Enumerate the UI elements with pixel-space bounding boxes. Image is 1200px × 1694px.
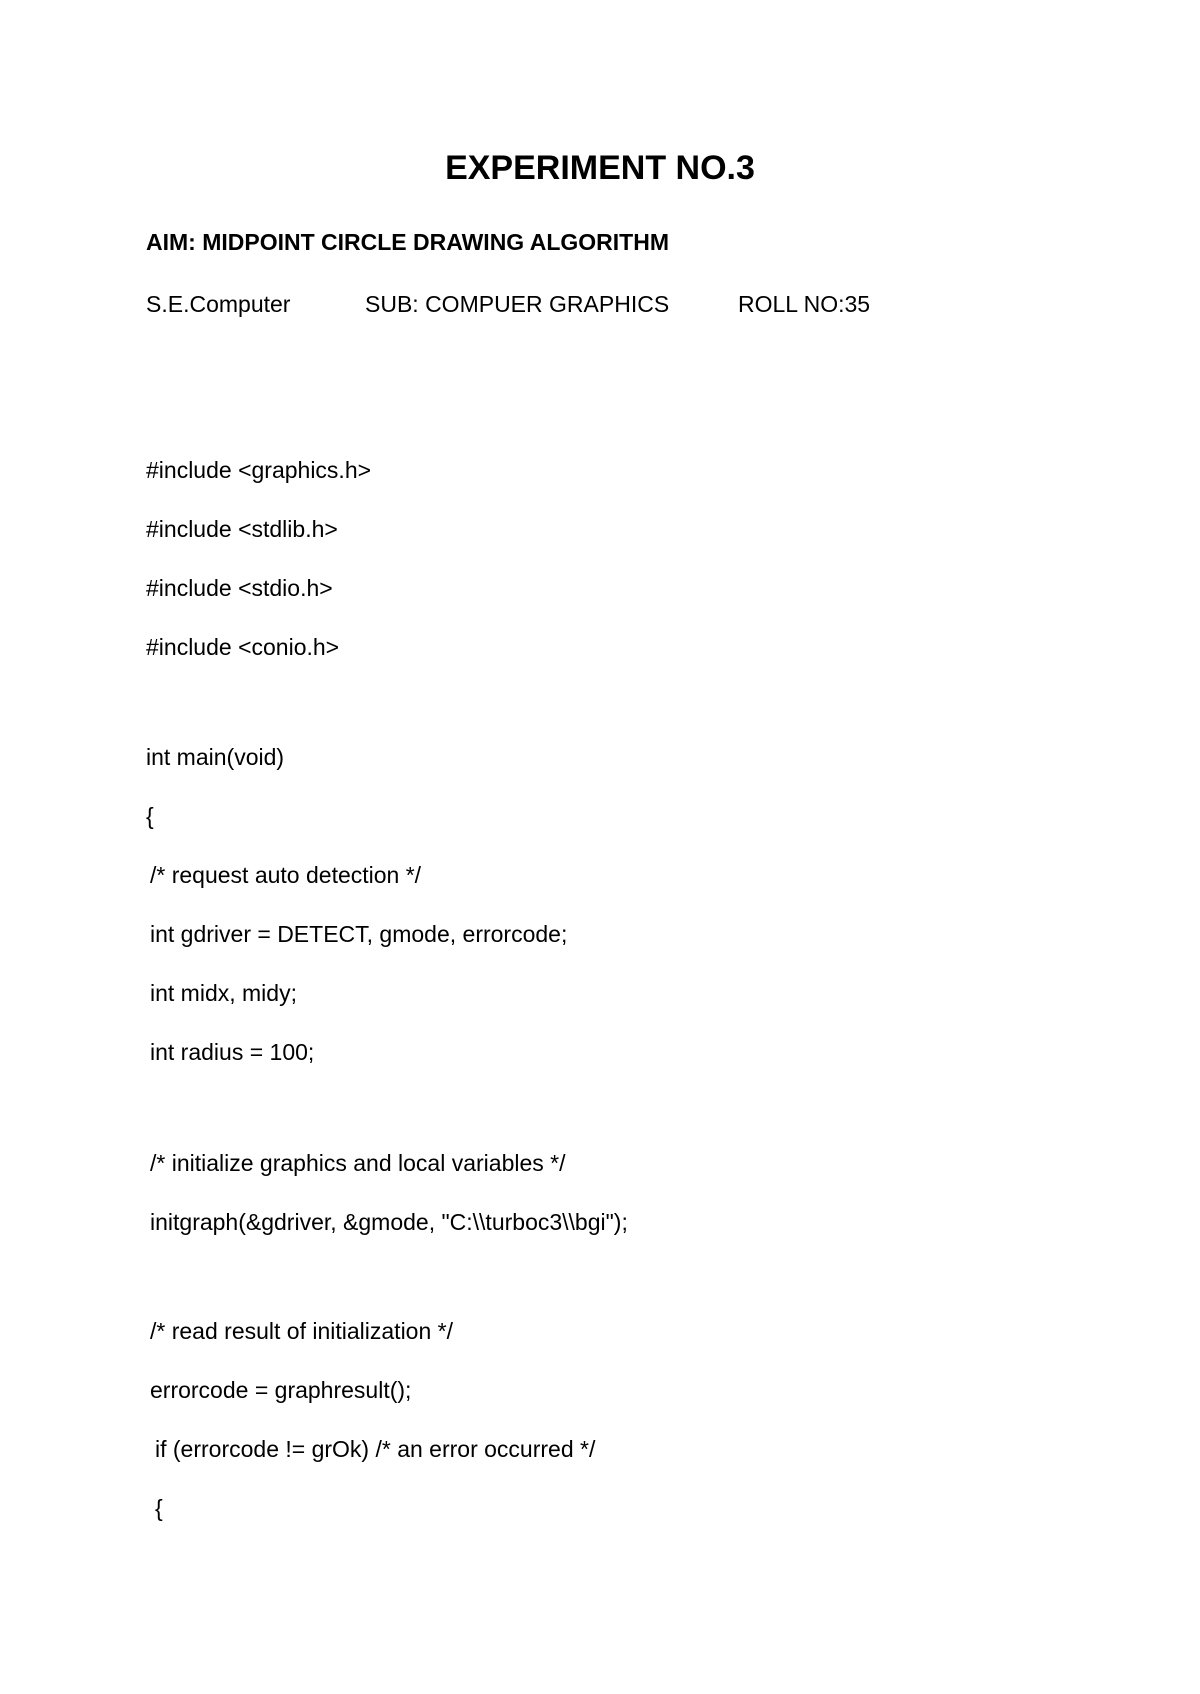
code-line: int gdriver = DETECT, gmode, errorcode;	[150, 921, 568, 947]
code-line: int midx, midy;	[150, 980, 297, 1006]
document-title: EXPERIMENT NO.3	[445, 149, 755, 187]
roll-number-label: ROLL NO:35	[738, 291, 871, 317]
subject-label: SUB: COMPUER GRAPHICS	[365, 291, 670, 317]
code-line: /* request auto detection */	[150, 862, 422, 888]
code-line: #include <stdlib.h>	[146, 516, 338, 542]
code-line: {	[146, 803, 154, 829]
code-line: /* read result of initialization */	[150, 1318, 453, 1344]
code-line: initgraph(&gdriver, &gmode, "C:\\turboc3\\bgi");	[150, 1209, 628, 1235]
code-line: int main(void)	[146, 744, 285, 770]
code-line: #include <graphics.h>	[146, 457, 372, 483]
code-line: /* initialize graphics and local variables */	[150, 1150, 566, 1176]
code-line: int radius = 100;	[150, 1039, 315, 1065]
aim-heading: AIM: MIDPOINT CIRCLE DRAWING ALGORITHM	[146, 229, 669, 255]
code-line: if (errorcode != grOk) /* an error occurred */	[155, 1436, 596, 1462]
code-line: {	[155, 1495, 163, 1521]
code-line: errorcode = graphresult();	[150, 1377, 412, 1403]
code-line: #include <stdio.h>	[146, 575, 333, 601]
class-label: S.E.Computer	[146, 291, 291, 317]
code-line: #include <conio.h>	[146, 634, 340, 660]
